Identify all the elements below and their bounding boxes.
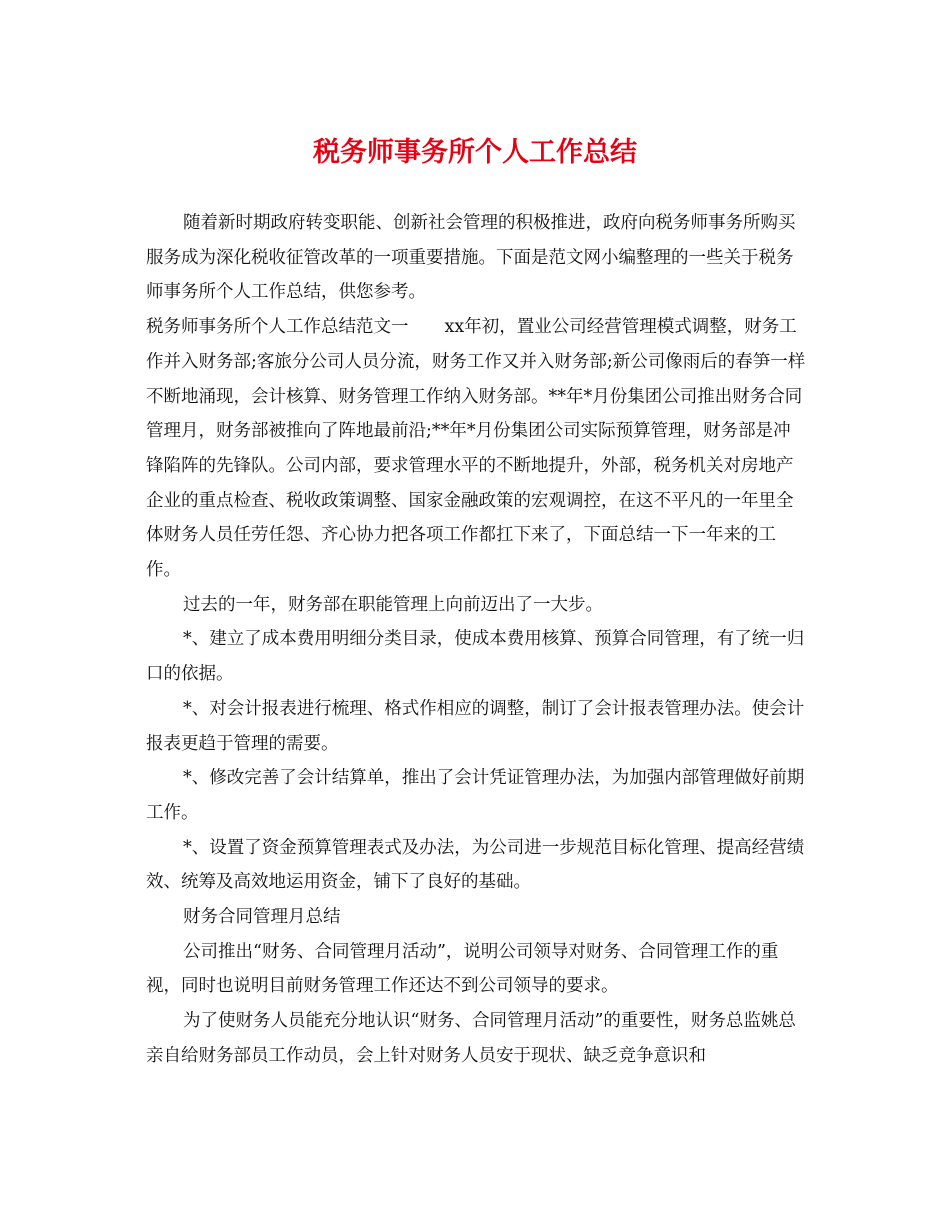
body-paragraph: 过去的一年，财务部在职能管理上向前迈出了一大步。 (183, 594, 603, 615)
intro-paragraph: 随着新时期政府转变职能、创新社会管理的积极推进，政府向税务师事务所购买服务成为深化税收征管改革的一项重要措施。下面是范文网小编整理的一些关于税务师事务所个人工作总结，供您参考。 (146, 213, 796, 303)
sample-paragraph (146, 310, 806, 588)
list-item-paragraph: *、修改完善了会计结算单，推出了会计凭证管理办法，为加强内部管理做好前期工作。 (146, 768, 805, 823)
list-item-paragraph: *、设置了资金预算管理表式及办法，为公司进一步规范目标化管理、提高经营绩效、统筹及高效地运用资金，铺下了良好的基础。 (146, 837, 805, 893)
section-heading: 财务合同管理月总结 (183, 907, 341, 928)
sample-body: xx年初，置业公司经营管理模式调整，财务工作并入财务部;客旅分公司人员分流，财务工作又并入财务部;新公司像雨后的春笋一样不断地涌现，会计核算、财务管理工作纳入财务部。**年*月份集团公司推出财务合同管理月，财务部被推向了阵地最前沿;**年*月份集团公司实际预算管理，财务部是冲锋陷阵的先锋队。公司内部，要求管理水平的不断地提升，外部，税务机关对房地产企业的重点检查、税收政策调整、国家金融政策的宏观调控，在这不平凡的一年里全体财务人员任劳任怨、齐心协力把各项工作都扛下来了，下面总结一下一年来的工作。 (146, 317, 806, 581)
list-item-paragraph: *、对会计报表进行梳理、格式作相应的调整，制订了会计报表管理办法。使会计报表更趋于管理的需要。 (146, 698, 805, 754)
body-paragraph: 公司推出“财务、合同管理月活动”，说明公司领导对财务、合同管理工作的重视，同时也说明目前财务管理工作还达不到公司领导的要求。 (146, 941, 779, 997)
document-title: 税务师事务所个人工作总结 (313, 137, 637, 168)
document-body (146, 206, 806, 1074)
body-paragraph: 为了使财务人员能充分地认识“财务、合同管理月活动”的重要性，财务总监姚总亲自给财务部员工作动员，会上针对财务人员安于现状、缺乏竞争意识和 (146, 1011, 796, 1066)
list-item-paragraph: *、建立了成本费用明细分类目录，使成本费用核算、预算合同管理，有了统一归口的依据。 (146, 629, 805, 685)
sample-heading: 税务师事务所个人工作总结范文一 (146, 317, 409, 338)
